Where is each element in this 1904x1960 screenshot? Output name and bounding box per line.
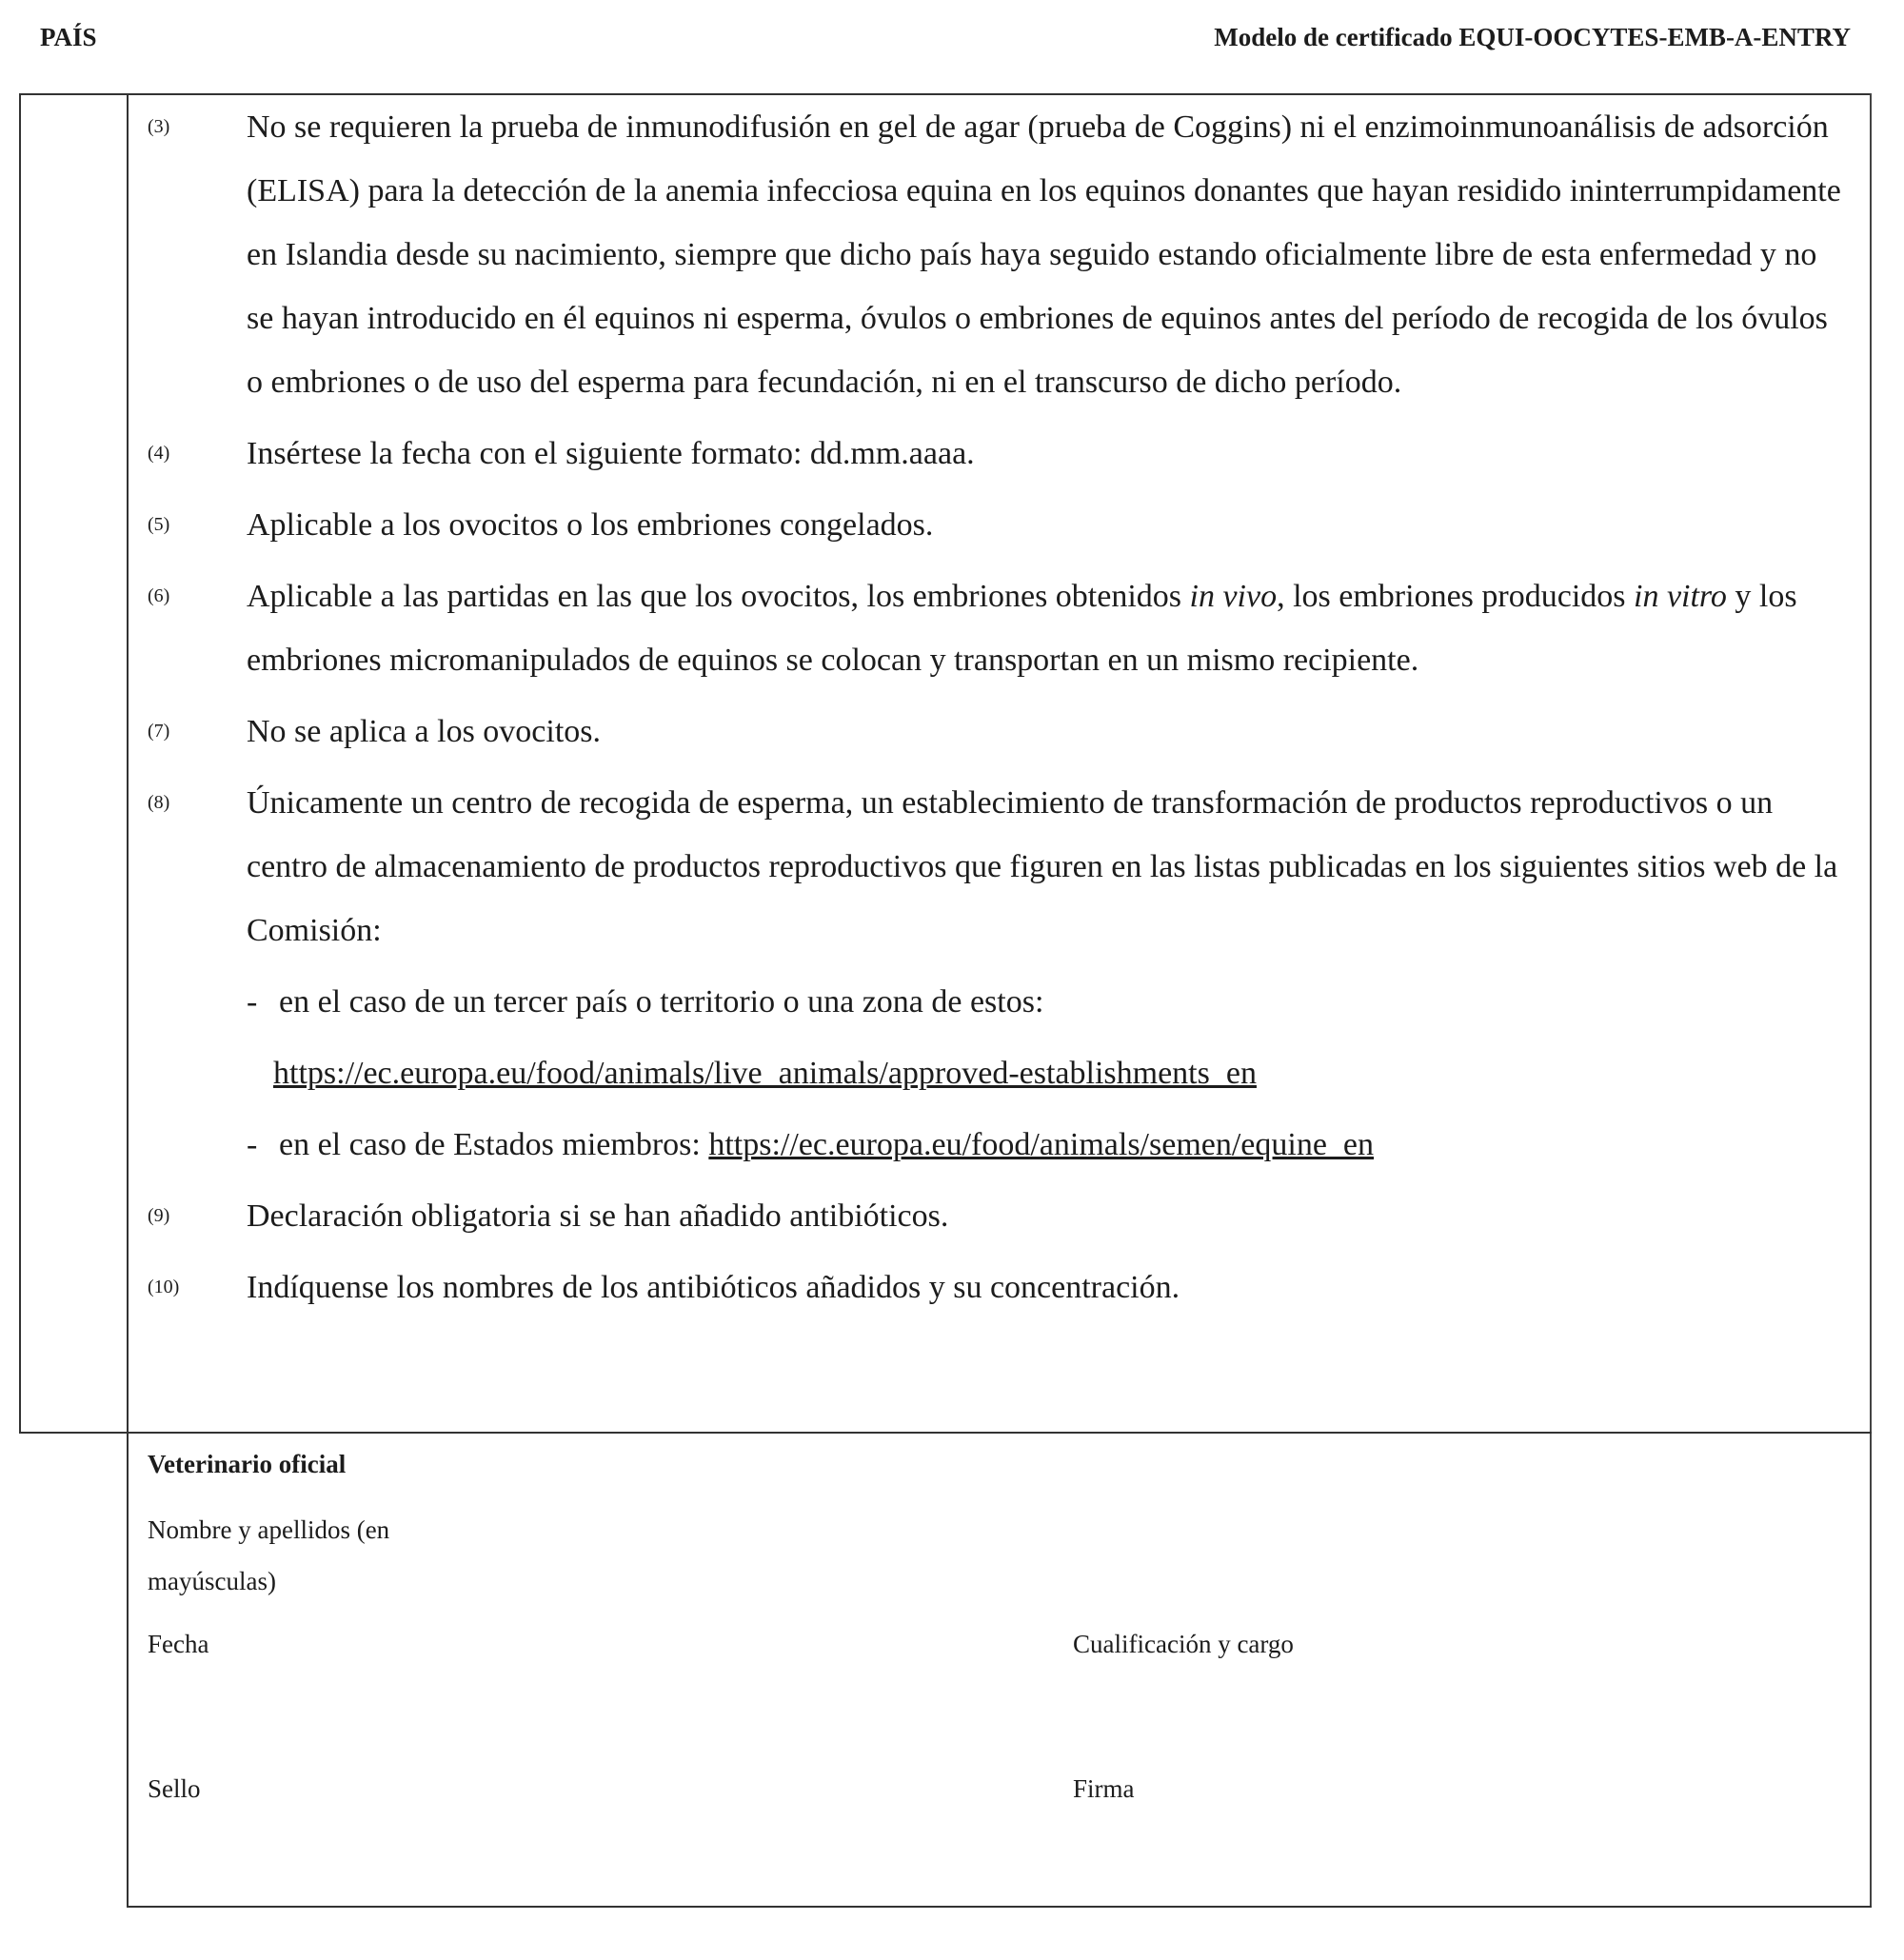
footnote-text-block	[247, 771, 1852, 1177]
bullet-text: en el caso de un tercer país o territorio o una zona de estos:	[279, 984, 1044, 1020]
footnote-ref: (6)	[148, 585, 170, 606]
frame-bottom-border	[127, 1906, 1872, 1908]
signature-label: Firma	[1073, 1774, 1135, 1803]
footnote-6	[148, 564, 1852, 692]
footnote-text: Insértese la fecha con el siguiente formato: dd.mm.aaaa.	[247, 436, 975, 471]
link-semen-equine[interactable]: https://ec.europa.eu/food/animals/semen/equine_en	[708, 1127, 1375, 1162]
footnote-ref: (4)	[148, 443, 170, 464]
bullet-text: en el caso de Estados miembros:	[279, 1127, 709, 1162]
footnote-text: Declaración obligatoria si se han añadido antibióticos.	[247, 1198, 949, 1234]
footnote-3	[148, 95, 1852, 414]
bullet-third-country	[247, 970, 1852, 1034]
footnote-ref: (8)	[148, 792, 170, 813]
bullet-dash: -	[247, 984, 258, 1020]
footnote-ref: (10)	[148, 1277, 180, 1297]
footnote-text-part: , los embriones producidos	[1277, 579, 1634, 614]
footnote-ref: (3)	[148, 116, 170, 137]
footnote-5	[148, 493, 1852, 557]
footnote-ref: (7)	[148, 721, 170, 742]
header-country: PAÍS	[40, 23, 97, 51]
date-label: Fecha	[148, 1630, 209, 1658]
footnote-text: No se requieren la prueba de inmunodifusión en gel de agar (prueba de Coggins) ni el enzimoinmunoanálisis de adsorción (ELISA) para la detección de la anemia infecciosa equina en los equinos donantes que hayan residido ininterrumpidamente en Islandia desde su nacimiento, siempre que dicho país haya seguido estando oficialmente libre de esta enfermedad y no se hayan introducido en él equinos ni esperma, óvulos o embriones de equinos antes del período de recogida de los óvulos o embriones o de uso del esperma para fecundación, ni en el transcurso de dicho período.	[247, 109, 1841, 400]
qualification-label: Cualificación y cargo	[1073, 1630, 1294, 1658]
footnote-10	[148, 1256, 1852, 1319]
footnote-9	[148, 1184, 1852, 1248]
footnote-4	[148, 422, 1852, 485]
name-label: Nombre y apellidos (en mayúsculas)	[148, 1515, 390, 1595]
footnote-text: No se aplica a los ovocitos.	[247, 714, 602, 749]
footnote-text-part: y los embriones micromanipulados de equinos se colocan y transportan en un mismo recipiente.	[247, 579, 1797, 678]
footnote-text-part: Aplicable a las partidas en las que los ovocitos, los embriones obtenidos	[247, 579, 1190, 614]
frame-inner-border	[127, 93, 129, 1908]
footnote-text: Aplicable a los ovocitos o los embriones congelados.	[247, 507, 934, 543]
footnote-ref: (5)	[148, 514, 170, 535]
latin-term: in vitro	[1634, 579, 1727, 614]
footnotes	[148, 95, 1852, 1327]
frame-right-border	[1870, 93, 1872, 1908]
stamp-label: Sello	[148, 1774, 201, 1803]
bullet-dash: -	[247, 1127, 258, 1162]
footnote-7	[148, 700, 1852, 763]
header-model: Modelo de certificado EQUI-OOCYTES-EMB-A-ENTRY	[1214, 23, 1851, 51]
latin-term: in vivo	[1189, 579, 1278, 614]
bullet-member-states	[247, 1113, 1852, 1177]
official-vet-title: Veterinario oficial	[148, 1450, 347, 1478]
footnote-8	[148, 771, 1852, 1177]
link-approved-establishments[interactable]: https://ec.europa.eu/food/animals/live_animals/approved-establishments_en	[273, 1056, 1257, 1091]
footnote-text: Únicamente un centro de recogida de esperma, un establecimiento de transformación de productos reproductivos o un centro de almacenamiento de productos reproductivos que figuren en las listas publicadas en los siguientes sitios web de la Comisión:	[247, 785, 1838, 948]
footnote-text	[247, 564, 1852, 692]
frame-divider	[19, 1432, 1872, 1434]
footnote-text: Indíquense los nombres de los antibióticos añadidos y su concentración.	[247, 1270, 1180, 1305]
footnote-ref: (9)	[148, 1205, 170, 1226]
